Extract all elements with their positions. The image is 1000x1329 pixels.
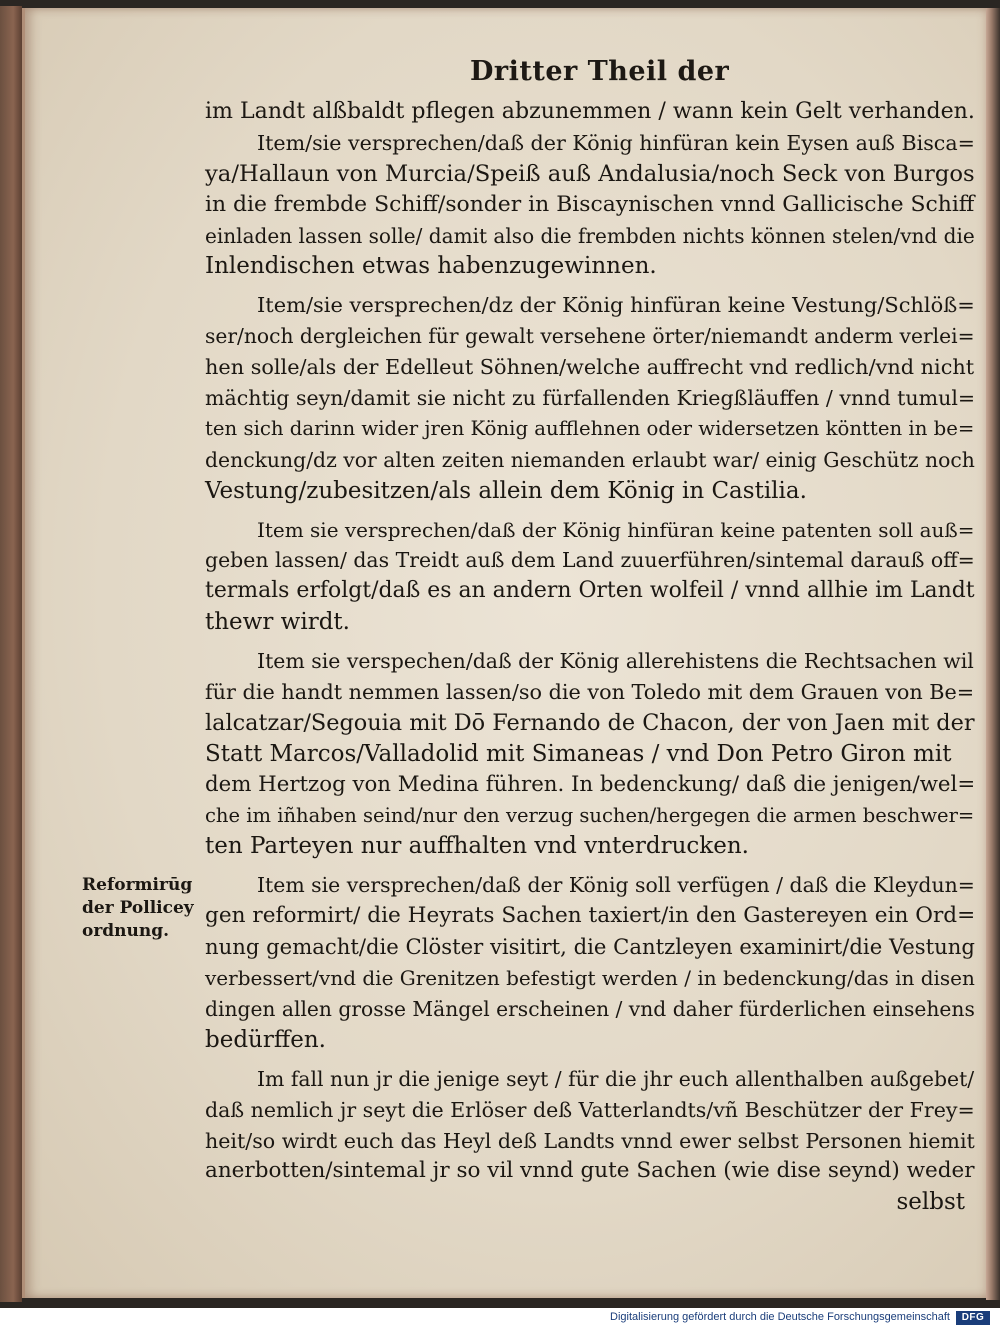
marginal-note [82, 874, 207, 943]
text-line: daß nemlich jr seyt die Erlöser deß Vatterlandts/vñ Beschützer der Frey= [205, 1097, 975, 1122]
body-text [205, 97, 975, 1218]
text-line: anerbotten/sintemal jr so vil vnnd gute Sachen (wie dise seynd) weder [205, 1158, 975, 1184]
dfg-logo-icon: DFG [956, 1311, 990, 1325]
text-line: ya/Hallaun von Murcia/Speiß auß Andalusia/noch Seck von Burgos [205, 160, 975, 187]
marginal-note-line: Reformirūg [82, 875, 193, 895]
text-line: Statt Marcos/Valladolid mit Simaneas / vnd Don Petro Giron mit [205, 740, 952, 767]
text-line: in die frembde Schiff/sonder in Biscaynischen vnnd Gallicische Schiff [205, 191, 975, 217]
text-line: Item sie versprechen/daß der König soll verfügen / daß die Kleydun= [257, 873, 975, 898]
text-line: gen reformirt/ die Heyrats Sachen taxiert/in den Gastereyen ein Ord= [205, 903, 976, 929]
text-line: geben lassen/ das Treidt auß dem Land zuuerführen/sintemal darauß off= [205, 548, 975, 573]
text-line: im Landt alßbaldt pflegen abzunemmen / wann kein Gelt verhanden. [205, 99, 975, 124]
catchword: selbst [896, 1189, 965, 1216]
running-header: Dritter Theil der [470, 56, 730, 87]
text-line: Item sie verspechen/daß der König allerehistens die Rechtsachen wil [257, 649, 974, 674]
text-line: dem Hertzog von Medina führen. In bedenckung/ daß die jenigen/wel= [205, 771, 976, 797]
text-line: thewr wirdt. [205, 609, 350, 636]
text-line: Item/sie versprechen/daß der König hinfüran kein Eysen auß Bisca= [257, 130, 975, 155]
binding-edge [0, 6, 22, 1302]
marginal-note-line: ordnung. [82, 921, 170, 941]
text-line: ten Parteyen nur auffhalten vnd vnterdrucken. [205, 833, 749, 860]
text-line: ser/noch dergleichen für gewalt versehene örter/niemandt anderm verlei= [205, 324, 975, 349]
text-line: nung gemacht/die Clöster visitirt, die Cantzleyen examinirt/die Vestung [205, 934, 975, 960]
text-line: Item/sie versprechen/dz der König hinfüran keine Vestung/Schlöß= [257, 293, 975, 318]
text-line: lalcatzar/Segouia mit Dō Fernando de Chacon, der von Jaen mit der [205, 709, 975, 736]
text-line: mächtig seyn/damit sie nicht zu fürfallenden Kriegßläuffen / vnnd tumul= [205, 386, 976, 411]
footer-credit: Digitalisierung gefördert durch die Deutsche Forschungsgemeinschaft [610, 1311, 950, 1323]
text-line: ten sich darinn wider jren König aufflehnen oder widersetzen köntten in be= [205, 416, 975, 440]
text-line: Vestung/zubesitzen/als allein dem König in Castilia. [205, 477, 807, 504]
text-line: bedürffen. [205, 1026, 326, 1053]
text-line: heit/so wirdt euch das Heyl deß Landts vnnd ewer selbst Personen hiemit [205, 1128, 975, 1153]
text-line: Item sie versprechen/daß der König hinfüran keine patenten soll auß= [257, 517, 975, 542]
text-line: Im fall nun jr die jenige seyt / für die jhr euch allenthalben außgebet/ [257, 1066, 975, 1091]
footer-bar [0, 1308, 1000, 1329]
marginal-note-line: der Pollicey [82, 898, 194, 918]
text-line: dingen allen grosse Mängel erscheinen / vnd daher fürderlichen einsehens [205, 996, 975, 1021]
text-line: termals erfolgt/daß es an andern Orten wolfeil / vnnd allhie im Landt [205, 578, 975, 604]
page-edge-right [986, 8, 1000, 1300]
text-line: denckung/dz vor alten zeiten niemanden erlaubt war/ einig Geschütz noch [205, 447, 975, 472]
text-line: einladen lassen solle/ damit also die frembden nichts können stelen/vnd die [205, 223, 975, 248]
text-line: verbessert/vnd die Grenitzen befestigt werden / in bedenckung/das in disen [205, 966, 975, 991]
text-line: Inlendischen etwas habenzugewinnen. [205, 253, 657, 280]
text-line: für die handt nemmen lassen/so die von Toledo mit dem Grauen von Be= [205, 680, 975, 705]
text-line: che im iñhaben seind/nur den verzug suchen/hergegen die armen beschwer= [205, 803, 975, 827]
text-line: hen solle/als der Edelleut Söhnen/welche auffrecht vnd redlich/vnd nicht [205, 355, 975, 380]
